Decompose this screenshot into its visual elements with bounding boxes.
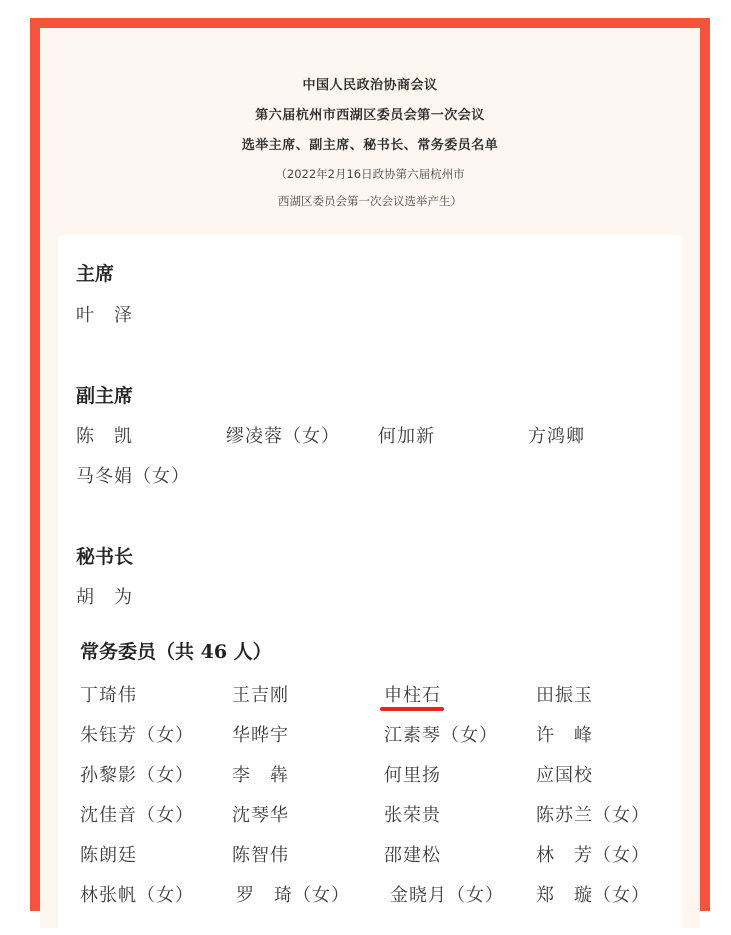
- member-name: 林 芳（女）: [536, 845, 650, 866]
- section-title-vice-chairmen: 副主席: [76, 385, 134, 407]
- chairman-name: 叶 泽: [76, 305, 133, 326]
- member-name: 张荣贵: [384, 805, 441, 826]
- header-note-2: 西湖区委员会第一次会议选举产生）: [278, 194, 462, 208]
- member-name: 罗 琦（女）: [236, 885, 350, 906]
- member-name: 沈琴华: [232, 805, 289, 826]
- member-name: 陈苏兰（女）: [536, 805, 650, 826]
- member-name: 应国校: [536, 765, 593, 786]
- member-name: 华晔宇: [232, 725, 289, 746]
- vice-chairman-name: 缪凌蓉（女）: [226, 426, 340, 447]
- member-name: 丁琦伟: [80, 685, 137, 706]
- section-title-secretary-general: 秘书长: [76, 546, 134, 568]
- member-name: 何里扬: [384, 765, 441, 786]
- member-name: 陈智伟: [232, 845, 289, 866]
- name-list-card: [58, 235, 682, 935]
- member-name: 沈佳音（女）: [80, 805, 194, 826]
- red-frame: [30, 18, 710, 911]
- member-name: 王吉刚: [232, 685, 289, 706]
- section-title-chairman: 主席: [76, 263, 115, 285]
- header-line-3: 选举主席、副主席、秘书长、常务委员名单: [241, 138, 499, 153]
- member-name: 江素琴（女）: [384, 725, 498, 746]
- vice-chairman-name: 方鸿卿: [528, 426, 585, 447]
- highlight-underline: [380, 707, 444, 711]
- member-name: 田振玉: [536, 685, 593, 706]
- secretary-general-name: 胡 为: [76, 587, 133, 608]
- member-name: 郑 璇（女）: [536, 885, 650, 906]
- member-name: 邵建松: [384, 845, 441, 866]
- vice-chairman-name: 陈 凯: [76, 426, 133, 447]
- member-name: 金晓月（女）: [390, 885, 504, 906]
- vice-chairman-name: 马冬娟（女）: [76, 466, 190, 487]
- member-name: 孙黎影（女）: [80, 765, 194, 786]
- header-line-1: 中国人民政治协商会议: [302, 78, 438, 93]
- header-line-2: 第六届杭州市西湖区委员会第一次会议: [255, 108, 485, 123]
- member-name: 陈朗廷: [80, 845, 137, 866]
- member-name: 李 犇: [232, 765, 289, 786]
- document-sheet: [40, 28, 700, 928]
- member-name: 林张帆（女）: [80, 885, 194, 906]
- member-name: 朱钰芳（女）: [80, 725, 194, 746]
- header-note-1: （2022年2月16日政协第六届杭州市: [275, 167, 465, 181]
- member-name: 许 峰: [536, 725, 593, 746]
- vice-chairman-name: 何加新: [378, 426, 435, 447]
- member-name-highlighted: 申柱石: [384, 685, 441, 706]
- section-title-standing-members: 常务委员（共 46 人）: [80, 641, 272, 663]
